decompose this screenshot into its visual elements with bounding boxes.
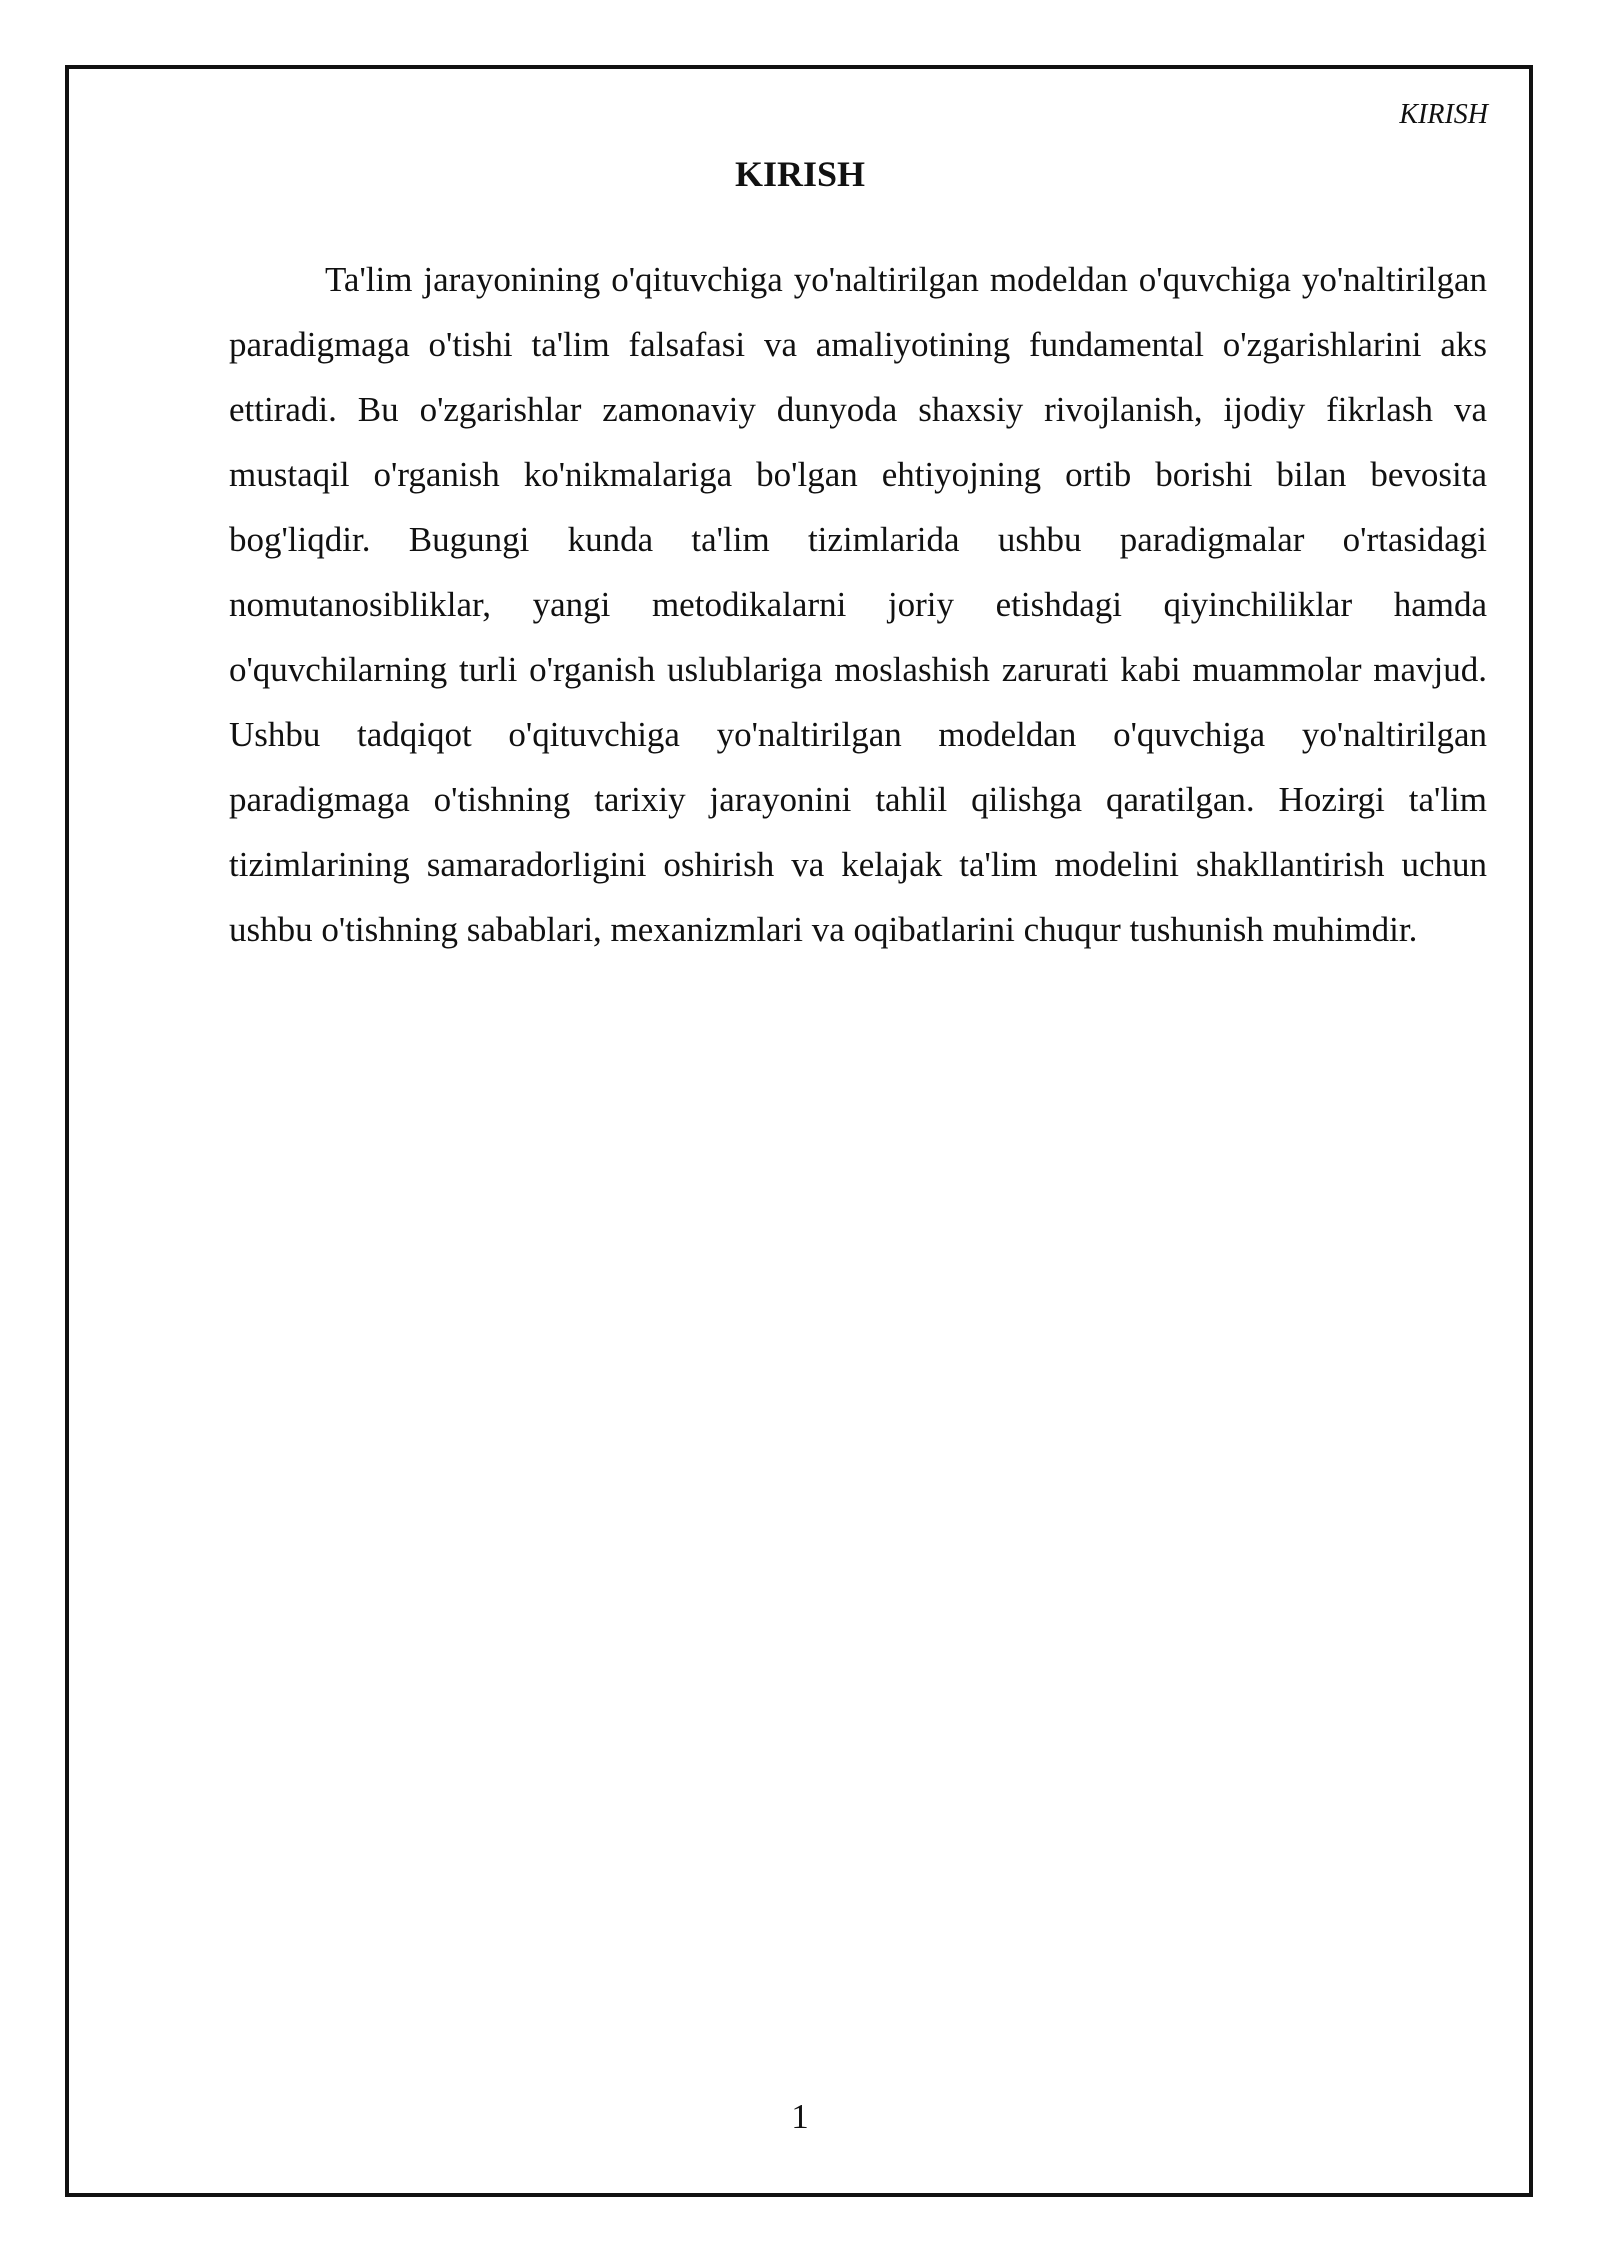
- section-title: KIRISH: [734, 154, 866, 194]
- running-header: KIRISH: [1399, 99, 1488, 130]
- page-number: 1: [791, 2097, 809, 2136]
- body-paragraph: Ta'lim jarayonining o'qituvchiga yo'naltirilgan modeldan o'quvchiga yo'naltirilgan paradigmaga o'tishi ta'lim falsafasi va amaliyotining fundamental o'zgarishlarini aks ettiradi. Bu o'zgarishlar zamonaviy dunyoda shaxsiy rivojlanish, ijodiy fikrlash va mustaqil o'rganish ko'nikmalariga bo'lgan ehtiyojning ortib borishi bilan bevosita bog'liqdir. Bugungi kunda ta'lim tizimlarida ushbu paradigmalar o'rtasidagi nomutanosibliklar, yangi metodikalarni joriy etishdagi qiyinchiliklar hamda o'quvchilarning turli o'rganish uslublariga moslashish zarurati kabi muammolar mavjud. Ushbu tadqiqot o'qituvchiga yo'naltirilgan modeldan o'quvchiga yo'naltirilgan paradigmaga o'tishning tarixiy jarayonini tahlil qilishga qaratilgan. Hozirgi ta'lim tizimlarining samaradorligini oshirish va kelajak ta'lim modelini shakllantirish uchun ushbu o'tishning sabablari, mexanizmlari va oqibatlarini chuqur tushunish muhimdir.: [229, 260, 1487, 949]
